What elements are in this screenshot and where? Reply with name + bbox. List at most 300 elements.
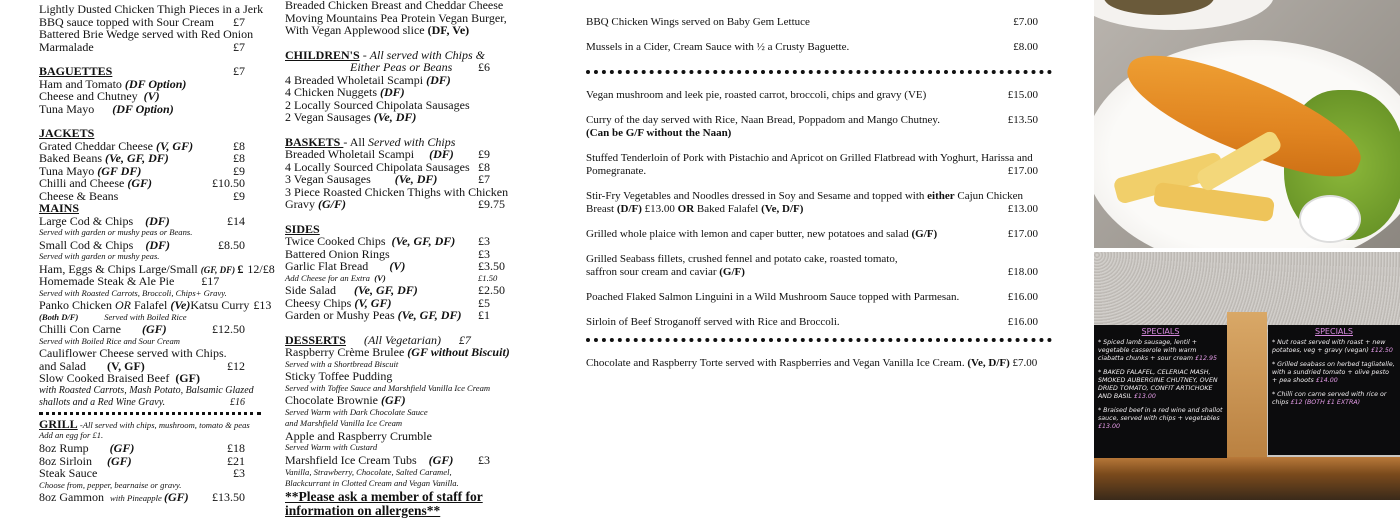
price: £16.00 <box>1007 316 1038 328</box>
menu-text: (V) <box>389 259 406 273</box>
menu-text: Choose from, pepper, bearnaise or gravy. <box>39 479 182 490</box>
menu-text: With Vegan Applewood slice <box>285 23 428 37</box>
menu-text: information on allergens** <box>285 502 441 518</box>
menu-text: Vanilla, Strawberry, Chocolate, Salted Caramel, <box>285 466 452 477</box>
menu-line <box>285 111 515 124</box>
menu-text: (Ve, GF, DF) <box>391 234 456 248</box>
price: £8 <box>478 159 490 174</box>
menu-line-text <box>285 24 478 37</box>
specials-board-photo <box>1094 252 1400 500</box>
special-text: * Chilli con carne served with rice or chips <box>1272 391 1387 406</box>
menu-item <box>586 316 1038 329</box>
menu-text: with Roasted Carrots, Mash Potato, Balsamic Glazed <box>39 384 254 396</box>
price: £1.50 <box>478 272 498 283</box>
menu-line-text <box>285 394 478 407</box>
special-item <box>1272 361 1396 385</box>
price: £7 <box>233 39 245 54</box>
menu-text: Stuffed Tenderloin of Pork with Pistachio and Apricot on Grilled Flatbread with Yoghurt, Harissa and <box>586 152 1033 164</box>
section-heading: MAINS <box>39 201 80 215</box>
menu-text: OR <box>677 202 695 215</box>
menu-text: and Salad <box>39 358 107 373</box>
menu-text: (Ve, DF) <box>394 172 438 186</box>
menu-text: Side Salad <box>285 283 354 298</box>
price: £16 <box>230 397 245 409</box>
menu-line <box>39 491 245 504</box>
menu-item-line <box>586 152 1038 165</box>
menu-item <box>586 228 1038 241</box>
menu-line-text <box>285 309 478 322</box>
menu-text: Gravy <box>285 197 318 211</box>
price: £8 <box>233 138 245 153</box>
menu-item <box>586 190 1038 215</box>
menu-text: 2 Locally Sourced Chipolata Sausages <box>285 97 470 112</box>
menu-line-text <box>39 239 170 252</box>
menu-line-text <box>285 111 478 124</box>
menu-text: (GF) <box>107 453 132 468</box>
price: £9.75 <box>478 197 505 211</box>
menu-text: (GF) <box>163 490 189 505</box>
price: £8.50 <box>218 237 245 252</box>
menu-text: Served with Boiled Rice <box>78 311 187 322</box>
price: £12.50 <box>212 322 245 337</box>
menu-text: (GF) <box>127 176 152 190</box>
menu-item-line <box>586 228 1038 241</box>
menu-text: Ham, Eggs & Chips Large/Small <box>39 261 201 276</box>
menu-text: Pomegranate. <box>586 164 647 177</box>
menu-text: Curry of the day served with Rice, Naan Bread, Poppadom and Mango Chutney. <box>586 114 940 126</box>
chalkboard-right <box>1268 325 1400 455</box>
price: £7.00 <box>1013 16 1038 28</box>
section-heading: BAGUETTES <box>39 64 113 78</box>
menu-text: Raspberry Crème Brulee <box>285 345 408 360</box>
special-price: £12 (BOTH £1 EXTRA) <box>1290 399 1361 406</box>
menu-text: (GF) <box>142 322 167 337</box>
board-title: SPECIALS <box>1141 327 1180 336</box>
menu-line-text <box>285 260 478 273</box>
menu-text: 8oz Sirloin <box>39 453 107 468</box>
menu-text: Twice Cooked Chips <box>285 234 392 248</box>
menu-line-text <box>39 397 165 410</box>
menu-text: Grated Cheddar Cheese <box>39 138 156 153</box>
menu-text: 2 Vegan Sausages <box>285 110 374 124</box>
section-heading: BASKETS <box>285 134 344 149</box>
menu-text: -All served with chips, mushroom, tomato & peas <box>77 419 250 430</box>
menu-text: Sticky Toffee Pudding <box>285 369 393 384</box>
menu-line-text <box>285 504 478 518</box>
special-price: £12.50 <box>1370 347 1393 354</box>
menu-text: Served Warm with Dark Chocolate Sauce <box>285 406 428 417</box>
menu-line <box>285 430 515 443</box>
price: £13 <box>253 298 272 313</box>
menu-text: (Both D/F) <box>39 311 79 322</box>
menu-text: BBQ sauce topped with Sour Cream <box>39 14 214 29</box>
menu-note <box>39 397 245 410</box>
menu-line <box>39 239 245 252</box>
menu-item-line <box>586 203 1038 216</box>
menu-text: Stir-Fry Vegetables and Noodles dressed in Soy and Sesame and topped with <box>586 190 928 202</box>
menu-note <box>285 407 515 419</box>
menu-text: Battered Brie Wedge served with Red Onion <box>39 27 254 41</box>
menu-text: Lightly Dusted Chicken Thigh Pieces in a Jerk <box>39 2 264 16</box>
menu-line-text <box>39 467 97 480</box>
special-price: £13.00 <box>1133 393 1156 400</box>
special-text: * Braised beef in a red wine and shallot sauce, served with chips + vegetables <box>1098 407 1223 422</box>
special-text: * Spiced lamb sausage, lentil + vegetable casserole with warm ciabatta chunks + sour cream <box>1098 339 1197 362</box>
menu-line <box>285 504 515 518</box>
menu-text: Add Cheese for an Extra <box>285 272 375 283</box>
menu-item <box>586 41 1038 54</box>
menu-item-line <box>586 291 1038 304</box>
price: £3.50 <box>478 259 505 273</box>
menu-text: Katsu Curry <box>190 298 250 313</box>
menu-text: Marshfield Ice Cream Tubs <box>285 453 429 468</box>
menu-text: Served with Toffee Sauce and Marshfield Vanilla Ice Cream <box>285 382 491 393</box>
menu-text: (GF without Biscuit) <box>407 345 510 360</box>
menu-line <box>39 275 245 288</box>
menu-text: Cheese and Chutney <box>39 89 144 103</box>
menu-text: **Please ask a member of staff for <box>285 488 483 504</box>
menu-line <box>39 41 245 54</box>
section-heading: DESSERTS <box>285 332 346 347</box>
menu-text: saffron sour cream and caviar <box>586 265 720 278</box>
section-heading: CHILDREN'S <box>285 47 360 62</box>
menu-text: Served with Boiled Rice and Sour Cream <box>39 335 180 346</box>
price: £7 <box>478 172 490 186</box>
menu-line <box>39 103 245 116</box>
special-item <box>1272 391 1396 407</box>
menu-item-line <box>586 41 1038 54</box>
menu-text: (Ve, D/F) <box>967 357 1010 369</box>
menu-item-line <box>586 266 1038 279</box>
price: £17.00 <box>1007 164 1038 177</box>
special-text: * Nut roast served with roast + new potatoes, veg + gravy (vegan) <box>1272 339 1386 354</box>
menu-text: £ <box>237 261 244 276</box>
price: £21 <box>227 453 245 468</box>
menu-item <box>586 16 1038 29</box>
menu-text: Served with garden or mushy peas or Beans. <box>39 227 193 237</box>
menu-text: All served with Chips & <box>369 47 486 62</box>
menu-text: (GF) <box>109 441 135 456</box>
price: £10.50 <box>212 176 245 190</box>
price: £3 <box>478 453 490 468</box>
menu-item <box>586 114 1038 139</box>
menu-text: (V, GF) <box>107 358 145 373</box>
menu-line <box>39 372 245 385</box>
menu-line-text <box>285 370 478 383</box>
price: £1 <box>478 308 490 323</box>
price: £12 <box>227 358 245 373</box>
menu-text: (Ve, GF, DF) <box>354 283 418 298</box>
menu-text: Grilled whole plaice with lemon and caper butter, new potatoes and salad <box>586 228 912 240</box>
section-heading: SIDES <box>285 221 320 236</box>
menu-text: 3 Vegan Sausages <box>285 172 395 186</box>
menu-text: Garden or Mushy Peas <box>285 308 398 323</box>
price: £8.00 <box>1013 41 1038 53</box>
board-title: SPECIALS <box>1315 327 1353 336</box>
menu-text: (DF) <box>145 213 170 228</box>
menu-line-text <box>39 299 249 312</box>
price: £9 <box>233 188 245 203</box>
menu-line-text <box>285 490 487 504</box>
menu-text: (GF) <box>428 453 454 468</box>
menu-text: (Ve, GF, DF) <box>397 308 462 323</box>
menu-text: 4 Locally Sourced Chipolata Sausages <box>285 159 470 174</box>
menu-text: Garlic Flat Bread <box>285 259 390 273</box>
menu-text: - <box>359 47 370 62</box>
chalkboard-left <box>1094 325 1227 458</box>
menu-text: 4 Chicken Nuggets <box>285 85 380 99</box>
menu-line <box>285 394 515 407</box>
menu-line-text <box>285 198 478 211</box>
price: £15.00 <box>1007 89 1038 101</box>
menu-item-line <box>586 316 1038 329</box>
special-item <box>1272 339 1396 355</box>
menu-text: Tuna Mayo <box>39 101 113 116</box>
menu-line <box>285 260 515 273</box>
special-item <box>1098 369 1223 401</box>
menu-text: Served Warm with Custard <box>285 442 378 453</box>
menu-text: Chocolate Brownie <box>285 393 381 408</box>
price: £14 <box>227 213 245 228</box>
price: £2.50 <box>478 283 505 298</box>
price: £18 <box>227 441 245 456</box>
menu-note <box>285 467 515 479</box>
price: £18.00 <box>1007 265 1038 278</box>
menu-text: Served with a Shortbread Biscuit <box>285 358 399 369</box>
menu-column-middle <box>285 0 515 518</box>
price: £17.00 <box>1007 228 1038 240</box>
menu-text: (DF, Ve) <box>427 23 470 37</box>
menu-text: (DF Option) <box>112 101 174 116</box>
menu-text: 4 Breaded Wholetail Scampi <box>285 72 427 87</box>
menu-text: (DF Option) <box>124 76 187 91</box>
dotted-divider <box>586 70 1052 74</box>
price: £7 <box>233 64 245 78</box>
price: 12/£8 <box>247 261 275 276</box>
menu-line-text <box>285 454 478 467</box>
menu-text: Add an egg for £1. <box>39 430 104 441</box>
special-text: * Grilled seabass on herbed tagliatelle, with a sundried tomato + olive pesto + pea shoots <box>1272 361 1395 384</box>
price: £8 <box>233 151 245 165</box>
menu-text: Vegan mushroom and leek pie, roasted carrot, broccoli, chips and gravy (VE) <box>586 89 927 101</box>
menu-item-line <box>586 127 1038 140</box>
menu-text: Breaded Chicken Breast and Cheddar Cheese <box>285 0 504 12</box>
dotted-divider <box>586 338 1052 342</box>
menu-text: Blackcurrant in Clotted Cream and Vegan Vanilla. <box>285 478 459 489</box>
menu-text: Large Cod & Chips <box>39 213 146 228</box>
section-heading: JACKETS <box>39 126 95 140</box>
menu-item <box>586 357 1038 370</box>
menu-note <box>39 384 254 398</box>
menu-text: Mussels in a Cider, Cream Sauce with ½ a Crusty Baguette. <box>586 41 850 53</box>
price: £6 <box>478 60 490 74</box>
menu-item-line <box>586 253 1038 266</box>
menu-text: - All <box>343 134 369 149</box>
menu-item <box>586 253 1038 278</box>
menu-text: Tuna Mayo <box>39 163 98 178</box>
menu-text: with Pineapple <box>110 493 164 504</box>
menu-text: Cheesy Chips <box>285 295 355 310</box>
menu-line <box>285 370 515 383</box>
tartare-sauce <box>1299 195 1361 243</box>
menu-text: Steak Sauce <box>39 466 98 481</box>
menu-line <box>285 454 515 467</box>
menu-text: Homemade Steak & Ale Pie £17 <box>39 274 220 289</box>
menu-text: 3 Piece Roasted Chicken Thighs with Chicken <box>285 184 509 199</box>
wood-panel <box>1227 312 1267 462</box>
menu-text: Served with garden or mushy peas. <box>39 251 160 262</box>
menu-text: either <box>927 190 955 202</box>
menu-text: Poached Flaked Salmon Linguini in a Wild Mushroom Sauce topped with Parmesan. <box>586 291 960 303</box>
menu-line-text <box>285 430 478 443</box>
shelf <box>1094 457 1400 500</box>
menu-text: Breaded Wholetail Scampi <box>285 147 430 161</box>
menu-text: (Ve, DF) <box>373 110 417 124</box>
menu-line-text <box>285 467 478 479</box>
menu-line-text <box>285 346 514 359</box>
price: £13.50 <box>212 490 245 505</box>
menu-line-text <box>39 372 200 385</box>
menu-text: Cauliflower Cheese served with Chips. <box>39 346 227 361</box>
menu-line <box>285 490 515 504</box>
menu-line-text <box>39 323 167 336</box>
menu-text: Chilli and Cheese <box>39 176 128 190</box>
fish-and-chips-photo <box>1094 0 1400 248</box>
menu-text: Moving Mountains Pea Protein Vegan Burger, <box>285 10 507 25</box>
menu-line <box>285 24 515 37</box>
menu-text: (DF) <box>429 147 454 161</box>
menu-line-text <box>39 41 94 54</box>
menu-text: Chilli Con Carne <box>39 322 142 337</box>
special-price: £13.00 <box>1098 423 1121 430</box>
menu-text: Falafel <box>131 298 171 313</box>
menu-item-line <box>586 165 1038 178</box>
menu-text: Small Cod & Chips <box>39 237 146 252</box>
menu-text: and Marshfield Vanilla Ice Cream <box>285 418 403 429</box>
menu-text: (Ve, D/F) <box>761 202 804 215</box>
price: £3 <box>478 246 490 261</box>
menu-text: shallots and a Red Wine Gravy. <box>39 397 166 409</box>
menu-text: (G/F) <box>318 197 346 211</box>
menu-line <box>39 416 250 431</box>
price: £13.00 <box>1007 202 1038 215</box>
price: £3 <box>233 466 245 481</box>
price: £9 <box>233 163 245 178</box>
menu-line <box>39 215 245 228</box>
menu-line-text <box>39 275 219 288</box>
menu-text: (G/F) <box>911 228 938 240</box>
menu-text: (V) <box>374 272 386 283</box>
menu-text: (DF) <box>145 237 171 252</box>
menu-text: (Ve) <box>170 298 191 313</box>
menu-text: (Ve, GF, DF) <box>104 151 169 165</box>
menu-text: £7.00 <box>1009 357 1038 369</box>
special-price: £14.00 <box>1315 377 1338 384</box>
menu-text: Served with Chips <box>368 134 456 149</box>
menu-text: (V) <box>143 89 160 103</box>
menu-column-left <box>39 2 275 505</box>
menu-text: Baked Falafel <box>694 202 762 215</box>
menu-line <box>285 346 515 359</box>
menu-text: (All Vegetarian) £7 <box>345 332 471 347</box>
menu-text: (DF) <box>380 85 405 99</box>
menu-text: OR <box>115 298 131 313</box>
menu-item-line <box>586 16 1038 29</box>
menu-text: Panko Chicken <box>39 298 115 313</box>
menu-text: (GF) <box>380 393 406 408</box>
menu-line-text <box>285 407 478 419</box>
menu-item <box>586 89 1038 102</box>
menu-line <box>39 298 272 313</box>
menu-text: 8oz Rump <box>39 441 110 456</box>
menu-line <box>39 467 245 480</box>
menu-text: (V, GF) <box>155 138 194 153</box>
menu-line-text <box>39 491 189 504</box>
menu-text: Baked Beans <box>39 151 105 165</box>
menu-item <box>586 291 1038 304</box>
menu-line <box>285 309 515 322</box>
menu-text: Breast <box>586 202 617 215</box>
menu-item-line <box>586 190 1038 203</box>
menu-text: Ham and Tomato <box>39 76 125 91</box>
menu-line <box>285 198 515 211</box>
menu-text: (GF, DF) <box>200 264 238 275</box>
menu-text: £13.00 <box>641 202 678 215</box>
menu-text: Grilled Seabass fillets, crushed fennel and potato cake, roasted tomato, <box>586 253 898 265</box>
menu-text: Served with Roasted Carrots, Broccoli, Chips+ Gravy. <box>39 287 227 298</box>
menu-text: (V, GF) <box>354 295 392 310</box>
price: £3 <box>478 234 490 248</box>
menu-line <box>39 323 245 336</box>
menu-item <box>586 152 1038 177</box>
price: £5 <box>478 295 490 310</box>
menu-item-line <box>586 89 1038 102</box>
special-item <box>1098 407 1223 431</box>
menu-item-line <box>586 357 1038 370</box>
price: £13.50 <box>1007 114 1038 126</box>
menu-text: BBQ Chicken Wings served on Baby Gem Lettuce <box>586 16 810 28</box>
menu-text: Cajun Chicken <box>954 190 1024 202</box>
menu-text: 8oz Gammon <box>39 490 110 505</box>
menu-text: (GF) <box>175 371 200 386</box>
price: £16.00 <box>1007 291 1038 303</box>
menu-text: Marmalade <box>39 39 94 54</box>
menu-text: Cheese & Beans <box>39 188 119 203</box>
menu-text: Apple and Raspberry Crumble <box>285 428 432 443</box>
menu-line-text <box>39 215 170 228</box>
menu-text: (G/F) <box>719 265 745 278</box>
menu-text: Chocolate and Raspberry Torte served with Raspberries and Vegan Vanilla Ice Cream. <box>586 357 968 369</box>
menu-text: (D/F) <box>616 202 642 215</box>
menu-line-text <box>39 418 250 431</box>
menu-line-text <box>39 103 174 116</box>
menu-text: (GF DF) <box>97 163 142 178</box>
menu-text: Battered Onion Rings <box>285 246 390 261</box>
price: £9 <box>478 147 490 161</box>
section-heading: GRILL <box>39 416 78 431</box>
menu-text: Either Peas or Beans <box>350 60 453 74</box>
special-price: £12.95 <box>1195 355 1218 362</box>
price: £7 <box>233 14 245 29</box>
menu-text: (Can be G/F without the Naan) <box>586 126 732 139</box>
special-item <box>1098 339 1223 363</box>
menu-text: Slow Cooked Braised Beef <box>39 371 176 386</box>
menu-line-text <box>39 385 254 398</box>
menu-text: (DF) <box>426 72 451 87</box>
menu-text: Sirloin of Beef Stroganoff served with Rice and Broccoli. <box>586 316 840 328</box>
special-text: * BAKED FALAFEL, CELERIAC MASH, SMOKED AUBERGINE CHUTNEY, OVEN DRIED TOMATO, CONFIT ARTICHOKE AND BASIL <box>1098 369 1218 400</box>
menu-item-line <box>586 114 1038 127</box>
